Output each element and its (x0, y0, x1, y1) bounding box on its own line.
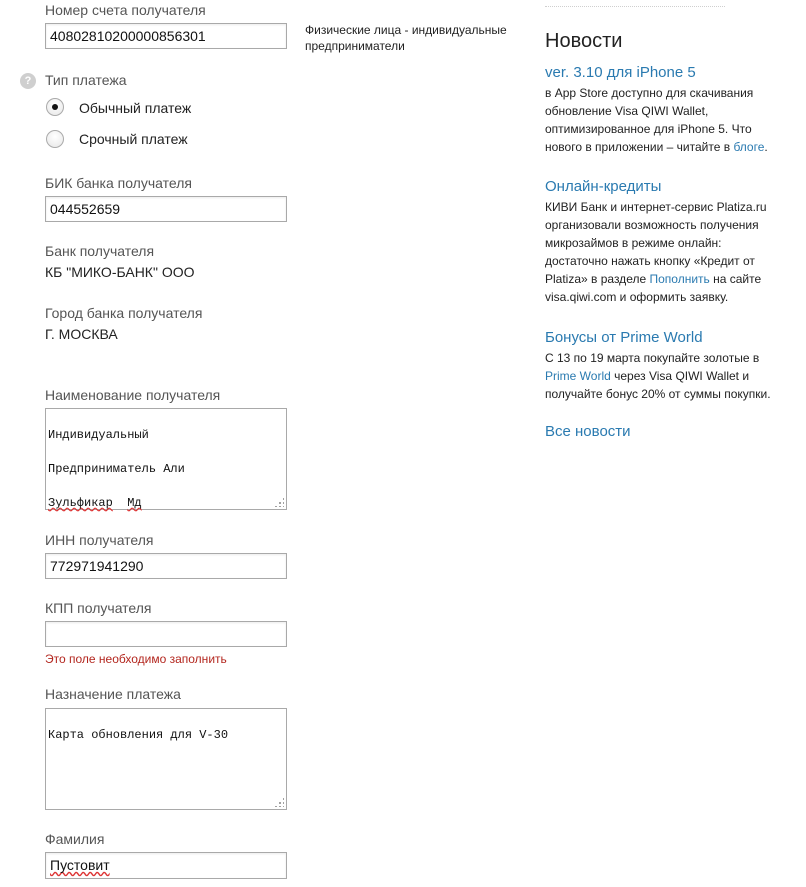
recipient-name-line: Предприниматель Али (48, 462, 185, 476)
radio-regular-payment[interactable] (46, 98, 64, 116)
prime-world-link[interactable]: Prime World (545, 369, 611, 383)
all-news-link[interactable]: Все новости (545, 423, 631, 440)
news-item-text: в App Store доступно для скачивания обновление Visa QIWI Wallet, оптимизированное для iPhone 5. Что нового в приложении – читайте в блоге. (545, 86, 768, 154)
kpp-error: Это поле необходимо заполнить (45, 652, 227, 666)
topup-link[interactable]: Пополнить (649, 272, 710, 286)
purpose-textarea[interactable] (45, 708, 287, 810)
resize-grip-icon[interactable] (274, 797, 284, 807)
recipient-name-label: Наименование получателя (45, 387, 221, 403)
inn-input[interactable]: 772971941290 (45, 553, 287, 579)
purpose-label: Назначение платежа (45, 686, 181, 702)
surname-value: Пустовит (50, 857, 110, 873)
news-divider (545, 6, 725, 7)
recipient-name-line (48, 495, 286, 512)
surname-input[interactable] (45, 852, 287, 879)
account-input[interactable]: 40802810200000856301 (45, 23, 287, 49)
misspelled-word: Зульфикар (48, 496, 113, 510)
news-item-title[interactable]: Бонусы от Prime World (545, 329, 703, 346)
news-item-text: С 13 по 19 марта покупайте золотые в Prime World через Visa QIWI Wallet и получайте бонус 20% от суммы покупки. (545, 351, 771, 401)
bik-label: БИК банка получателя (45, 175, 192, 191)
purpose-text: Карта обновления для V-30 (48, 728, 229, 742)
radio-urgent-payment[interactable] (46, 130, 64, 148)
city-value: Г. МОСКВА (45, 326, 118, 342)
surname-label: Фамилия (45, 831, 105, 847)
news-item-title[interactable]: Онлайн-кредиты (545, 178, 662, 195)
account-type-note: Физические лица - индивидуальные предприниматели (305, 23, 507, 53)
kpp-label: КПП получателя (45, 600, 152, 616)
bank-value: КБ "МИКО-БАНК" ООО (45, 264, 195, 280)
radio-urgent-label[interactable]: Срочный платеж (79, 131, 188, 147)
bik-input[interactable]: 044552659 (45, 196, 287, 222)
news-item-text: КИВИ Банк и интернет-сервис Platiza.ru организовали возможность получения микрозаймов в режиме онлайн: достаточно нажать кнопку «Кредит от Platiza» в разделе Пополнить на сайте visa.qiwi.com и оформить заявку. (545, 200, 767, 304)
kpp-input[interactable] (45, 621, 287, 647)
inn-label: ИНН получателя (45, 532, 154, 548)
recipient-name-line: Индивидуальный (48, 428, 149, 442)
account-label: Номер счета получателя (45, 2, 206, 18)
blog-link[interactable]: блоге (733, 140, 765, 154)
question-icon[interactable]: ? (20, 73, 36, 89)
city-label: Город банка получателя (45, 305, 203, 321)
bank-label: Банк получателя (45, 243, 155, 259)
news-heading: Новости (545, 30, 623, 52)
news-item-title[interactable]: ver. 3.10 для iPhone 5 (545, 64, 696, 81)
payment-type-label: Тип платежа (45, 72, 127, 88)
misspelled-word: Мд (127, 496, 142, 510)
radio-regular-label[interactable]: Обычный платеж (79, 100, 192, 116)
recipient-name-textarea[interactable] (45, 408, 287, 510)
